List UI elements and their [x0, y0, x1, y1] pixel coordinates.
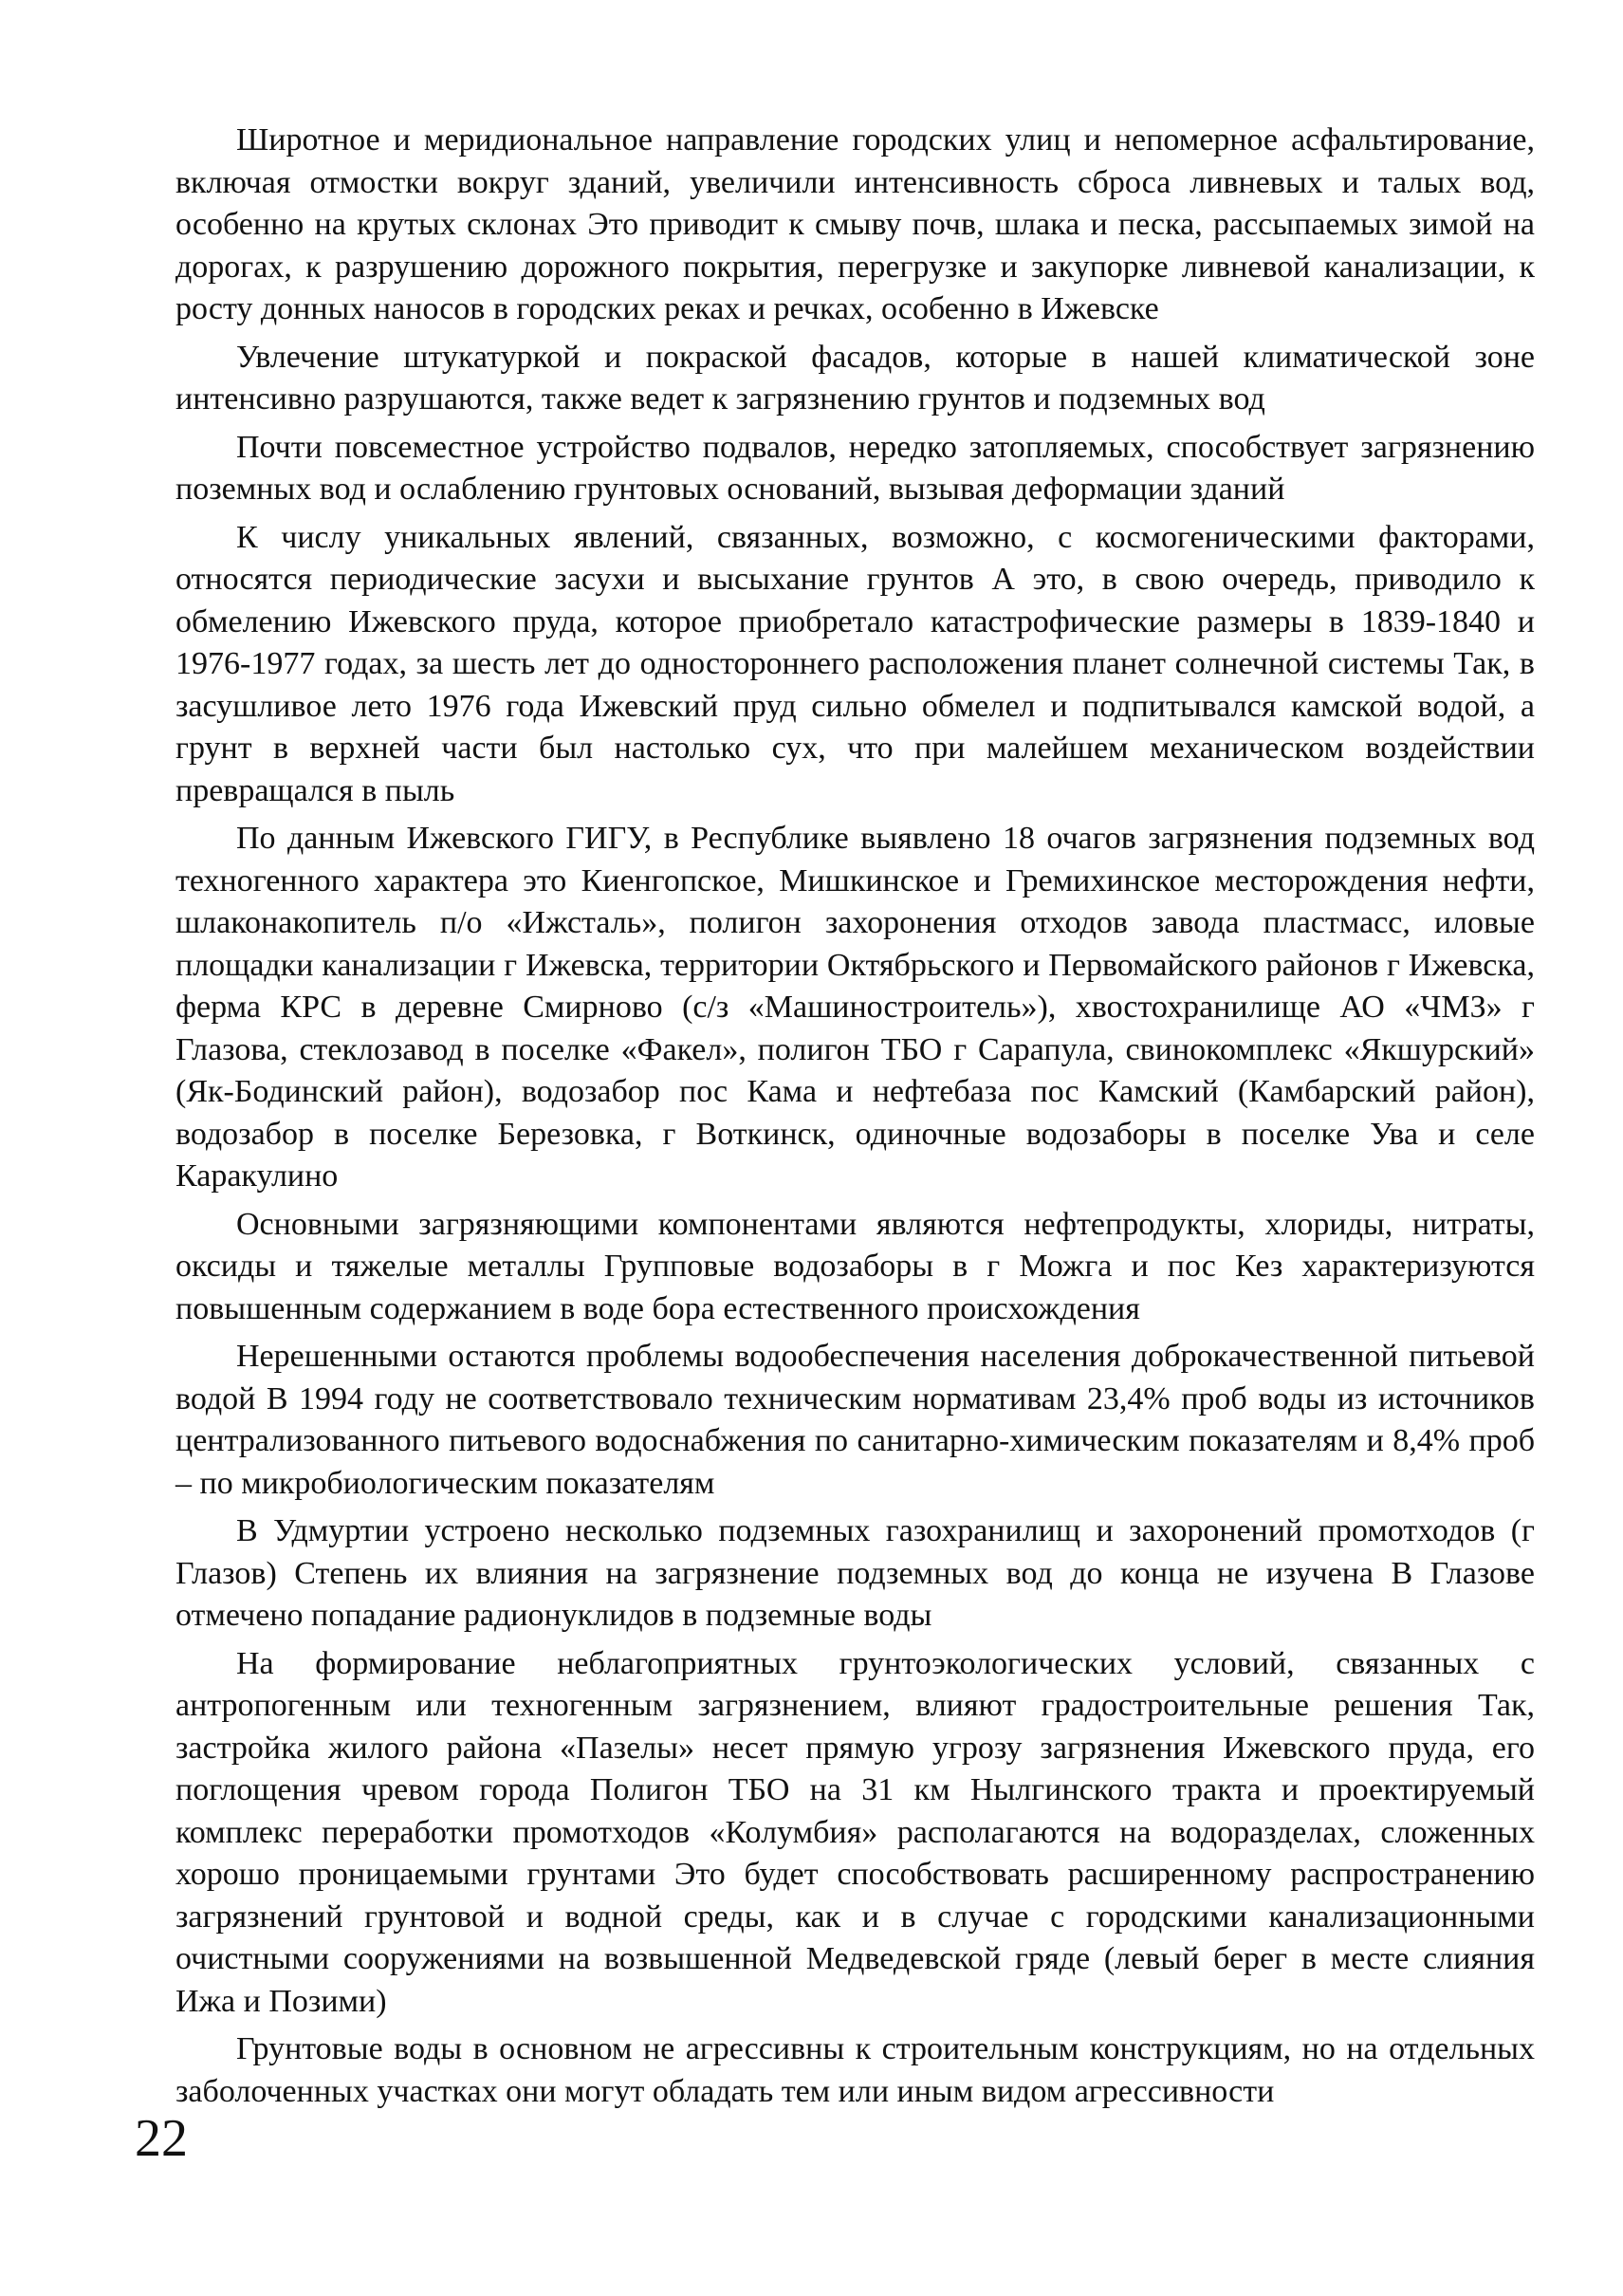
paragraph-3: Почти повсеместное устройство подвалов, нередко затопляемых, способствует загрязнению поземных вод и ослаблению грунтовых оснований, вызывая деформации зданий — [175, 429, 1535, 507]
paragraph-1: Широтное и меридиональное направление городских улиц и непомерное асфальтирование, включая отмостки вокруг зданий, увеличили интенсивность сброса ливневых и талых вод, особенно на крутых склонах Это приводит к смыву почв, шлака и песка, рассыпаемых зимой на дорогах, к разрушению дорожного покрытия, перегрузке и закупорке ливневой канализации, к росту донных наносов в городских реках и речках, особенно в Ижевске — [175, 122, 1535, 326]
paragraph-7: Нерешенными остаются проблемы водообеспечения населения доброкачественной питьевой водой В 1994 году не соответствовало техническим нормативам 23,4% проб воды из источников централизованного питьевого водоснабжения по санитарно-химическим показателям и 8,4% проб – по микробиологическим показателям — [175, 1339, 1535, 1501]
paragraph-5: По данным Ижевского ГИГУ, в Республике выявлено 18 очагов загрязнения подземных вод техногенного характера это Киенгопское, Мишкинское и Гремихинское месторождения нефти, шлаконакопитель п/о «Ижсталь», полигон захоронения отходов завода пластмасс, иловые площадки канализации г Ижевска, территории Октябрьского и Первомайского районов г Ижевска, ферма КРС в деревне Смирново (с/з «Машиностроитель»), хвостохранилище АО «ЧМЗ» г Глазова, стеклозавод в поселке «Факел», полигон ТБО г Сарапула, свинокомплекс «Якшурский» (Як-Бодинский район), водозабор пос Кама и нефтебаза пос Камский (Камбарский район), водозабор в поселке Березовка, г Воткинск, одиночные водозаборы в поселке Ува и селе Каракулино — [175, 821, 1535, 1194]
page-body — [175, 120, 1535, 2119]
paragraph-10: Грунтовые воды в основном не агрессивны к строительным конструкциям, но на отдельных заболоченных участках они могут обладать тем или иным видом агрессивности — [175, 2031, 1535, 2109]
paragraph-2: Увлечение штукатуркой и покраской фасадов, которые в нашей климатической зоне интенсивно разрушаются, также ведет к загрязнению грунтов и подземных вод — [175, 339, 1535, 417]
paragraph-8: В Удмуртии устроено несколько подземных газохранилищ и захоронений промотходов (г Глазов) Степень их влияния на загрязнение подземных вод до конца не изучена В Глазове отмечено попадание радионуклидов в подземные воды — [175, 1513, 1535, 1633]
paragraph-6: Основными загрязняющими компонентами являются нефтепродукты, хлориды, нитраты, оксиды и тяжелые металлы Групповые водозаборы в г Можга и пос Кез характеризуются повышенным содержанием в воде бора естественного происхождения — [175, 1206, 1535, 1326]
paragraph-4: К числу уникальных явлений, связанных, возможно, с космогеническими факторами, относятся периодические засухи и высыхание грунтов А это, в свою очередь, приводило к обмелению Ижевского пруда, которое приобретало катастрофические размеры в 1839-1840 и 1976-1977 годах, за шесть лет до одностороннего расположения планет солнечной системы Так, в засушливое лето 1976 года Ижевский пруд сильно обмелел и подпитывался камской водой, а грунт в верхней части был настолько сух, что при малейшем механическом воздействии превращался в пыль — [175, 519, 1535, 808]
paragraph-9: На формирование неблагоприятных грунтоэкологических условий, связанных с антропогенным или техногенным загрязнением, влияют градостроительные решения Так, застройка жилого района «Пазелы» несет прямую угрозу загрязнения Ижевского пруда, его поглощения чревом города Полигон ТБО на 31 км Нылгинского тракта и проектируемый комплекс переработки промотходов «Колумбия» располагаются на водоразделах, сложенных хорошо проницаемыми грунтами Это будет способствовать расширенному распространению загрязнений грунтовой и водной среды, как и в случае с городскими канализационными очистными сооружениями на возвышенной Медведевской гряде (левый берег в месте слияния Ижа и Позими) — [175, 1645, 1535, 2019]
page-number: 22 — [135, 2109, 188, 2168]
